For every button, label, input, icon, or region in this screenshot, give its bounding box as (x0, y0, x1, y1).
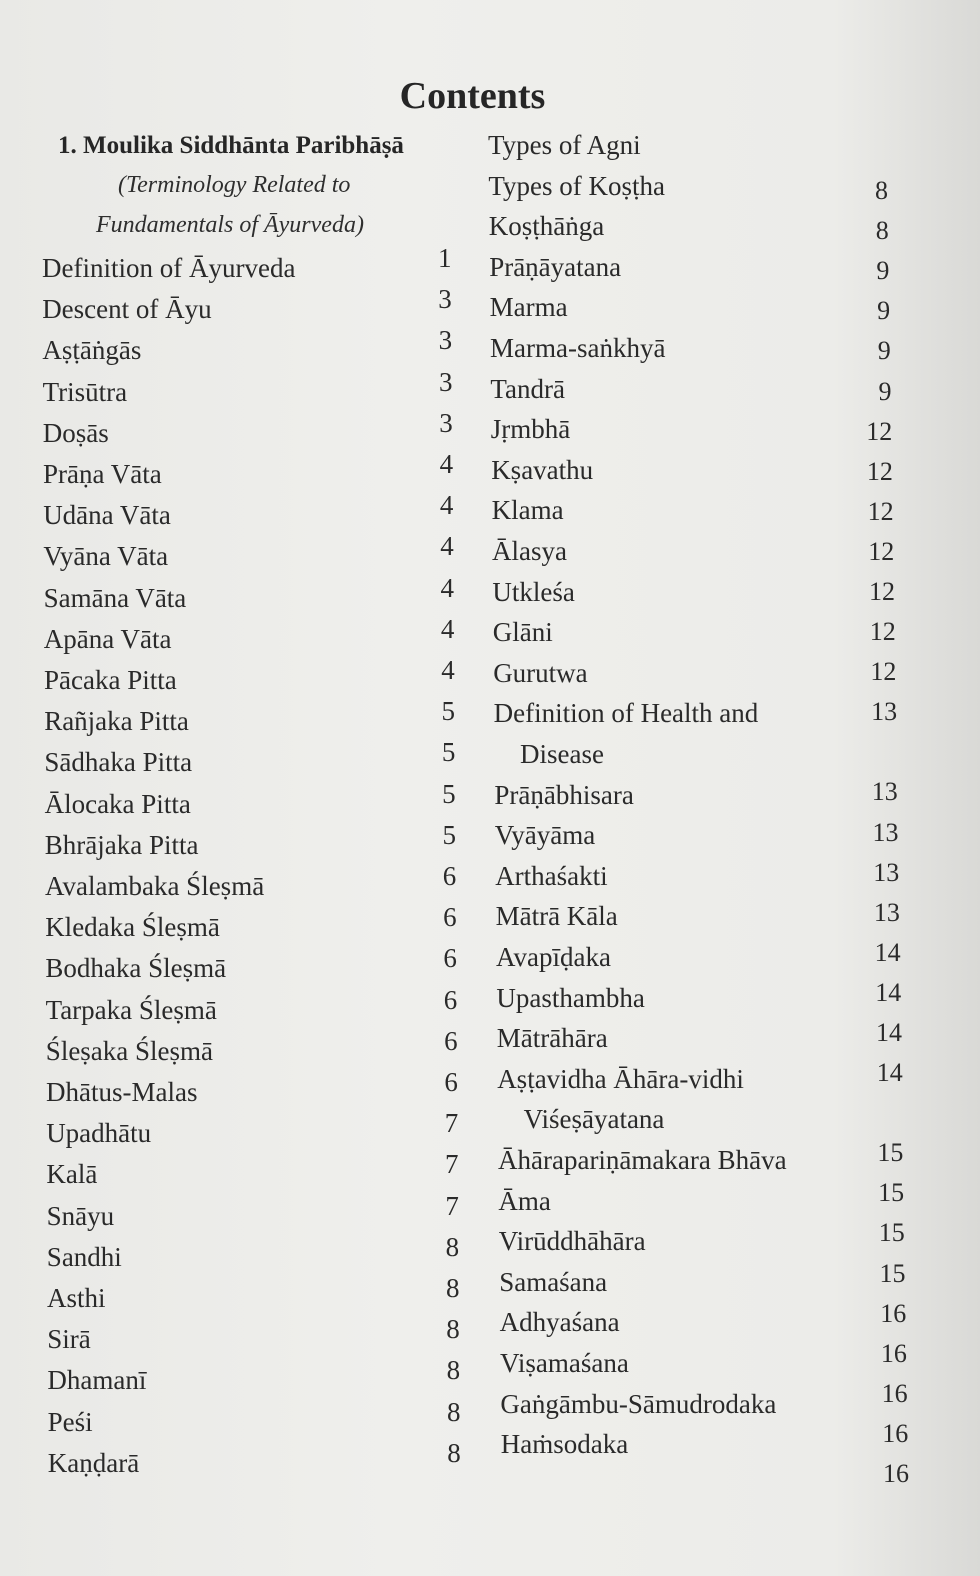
toc-entry (491, 414, 570, 445)
chapter-subtitle-line1: (Terminology Related to (118, 172, 351, 198)
toc-right-page-number: 12 (869, 617, 896, 647)
toc-entry-label: Tarpaka Śleṣmā (45, 994, 217, 1025)
toc-entry-label: Upasthambha (496, 982, 645, 1013)
toc-entry-label: Samaśana (499, 1266, 608, 1297)
toc-entry-page: 6 (444, 1025, 458, 1056)
toc-entry-label: Klama (491, 495, 564, 526)
toc-entry (498, 1145, 787, 1176)
toc-entry-page: 1 (438, 243, 452, 273)
toc-entry (495, 861, 607, 892)
toc-entry-page: 8 (446, 1273, 460, 1303)
toc-entry-label: Koṣṭhāṅga (488, 211, 605, 242)
toc-entry (488, 171, 665, 202)
toc-right-page-number: 15 (878, 1178, 905, 1208)
toc-entry-label: Udāna Vāta (43, 500, 171, 531)
toc-right-page-number: 16 (882, 1418, 909, 1448)
toc-entry-page: 3 (438, 325, 453, 356)
toc-entry (489, 211, 604, 242)
chapter-title: 1. Moulika Siddhānta Paribhāṣā (58, 132, 404, 159)
toc-entry-label: Āhārapariṇāmakara Bhāva (498, 1145, 787, 1175)
toc-entry-label: Āma (498, 1185, 551, 1216)
toc-entry-label: Pācaka Pitta (44, 665, 177, 695)
toc-entry (489, 252, 621, 283)
toc-entry (500, 1348, 629, 1379)
toc-entry (492, 577, 574, 608)
toc-entry-label: Prāṇa Vāta (43, 459, 162, 489)
toc-entry-label: Peśi (47, 1406, 93, 1437)
toc-entry-label: Doṣās (42, 417, 109, 448)
toc-entry-label: Arthaśakti (495, 860, 608, 891)
toc-right-page-number: 14 (875, 977, 902, 1007)
toc-entry (495, 820, 595, 851)
toc-entry (520, 739, 604, 770)
toc-entry-label: Marma (489, 292, 568, 323)
toc-entry-page: 4 (441, 655, 455, 685)
toc-entry (490, 292, 568, 323)
toc-right-page-number: 8 (875, 176, 888, 205)
toc-entry-page: 5 (441, 696, 455, 727)
toc-entry-page: 5 (441, 737, 456, 768)
toc-right-page-number: 16 (883, 1459, 909, 1488)
toc-right-page-number: 13 (871, 697, 898, 727)
toc-entry-label: Gaṅgāmbu-Sāmudrodaka (500, 1388, 777, 1419)
toc-entry (497, 1064, 744, 1095)
toc-entry-label: Sirā (47, 1324, 91, 1355)
toc-entry-label: Utkleśa (492, 576, 575, 607)
toc-right-page-number: 8 (875, 216, 889, 246)
toc-entry-label: Ālocaka Pitta (44, 788, 191, 819)
toc-entry-page: 4 (440, 613, 455, 644)
toc-entry (500, 1389, 776, 1420)
toc-entry-page: 6 (443, 943, 457, 974)
toc-right-page-number: 13 (871, 777, 898, 807)
toc-entry-page: 7 (445, 1149, 459, 1180)
toc-entry (491, 455, 593, 486)
toc-entry (500, 1307, 620, 1338)
toc-entry (496, 942, 611, 973)
toc-entry-page: 6 (443, 902, 457, 933)
toc-entry-page: 4 (439, 490, 454, 521)
toc-entry-label: Trisūtra (42, 376, 128, 407)
toc-entry-page: 7 (444, 1108, 459, 1139)
toc-entry (492, 536, 567, 567)
toc-entry (497, 1023, 608, 1054)
toc-entry-label: Tandrā (490, 373, 565, 404)
toc-right-page-number: 14 (876, 1058, 903, 1088)
toc-entry (499, 1226, 646, 1257)
toc-entry-label: Apāna Vāta (43, 623, 172, 654)
toc-entry-label: Aṣṭāṅgās (42, 335, 142, 366)
toc-entry-page: 4 (439, 449, 454, 479)
toc-entry-label: Viśeṣāyatana (523, 1104, 665, 1135)
toc-entry (493, 658, 587, 689)
toc-entry-label: Virūddhāhāra (498, 1226, 646, 1257)
toc-entry-label: Types of Koṣṭha (488, 170, 665, 201)
toc-right-page-number: 15 (879, 1258, 906, 1288)
toc-right-page-number: 9 (877, 336, 891, 366)
toc-right-page-number: 15 (878, 1218, 905, 1248)
toc-entry-page: 5 (442, 778, 456, 809)
toc-entry (490, 374, 565, 405)
toc-right-page-number: 12 (866, 416, 893, 446)
toc-entry-page: 7 (445, 1190, 459, 1221)
toc-entry (493, 617, 553, 648)
toc-right-page-number: 14 (874, 937, 901, 967)
toc-entry-label: Mātrāhāra (496, 1023, 608, 1054)
toc-right-page-number: 12 (870, 657, 897, 687)
toc-entry-label: Jṛmbhā (490, 414, 571, 445)
chapter-subtitle-line2: Fundamentals of Āyurveda) (96, 212, 364, 238)
toc-right-page-number: 12 (866, 456, 893, 486)
toc-entry-page: 6 (442, 861, 457, 891)
toc-right-page-number: 15 (877, 1138, 904, 1168)
toc-entry-label: Sandhi (46, 1241, 122, 1272)
toc-entry-label: Kaṇḍarā (47, 1447, 140, 1478)
toc-entry-label: Kledaka Śleṣmā (45, 912, 220, 943)
toc-entry (501, 1429, 628, 1460)
toc-right-page-number: 13 (873, 857, 900, 887)
toc-entry-label: Dhātus-Malas (46, 1077, 198, 1107)
toc-entry-page: 3 (438, 366, 453, 397)
toc-entry-label: Dhamanī (47, 1365, 147, 1396)
toc-entry-page: 8 (445, 1231, 460, 1262)
toc-right-page-number: 16 (881, 1378, 908, 1408)
toc-right-page-number: 16 (880, 1298, 907, 1328)
toc-entry-label: Vyāyāma (494, 820, 596, 851)
toc-entry-label: Aṣṭavidha Āhāra-vidhi (497, 1063, 744, 1094)
toc-entry-label: Descent of Āyu (42, 294, 212, 325)
toc-right-page-number: 9 (877, 296, 891, 326)
toc-right-page-number: 13 (873, 897, 900, 927)
toc-entry-label: Vyāna Vāta (43, 541, 169, 572)
toc-entry-page: 6 (443, 984, 458, 1015)
toc-entry-label: Avalambaka Śleṣmā (45, 871, 265, 901)
toc-entry-label: Prāṇāyatana (489, 251, 622, 282)
toc-entry-label: Adhyaśana (499, 1307, 620, 1338)
toc-entry (496, 901, 618, 932)
toc-entry (490, 333, 665, 364)
toc-entry (496, 983, 644, 1014)
toc-right-page-number: 9 (876, 256, 890, 286)
toc-entry-page: 8 (446, 1355, 461, 1386)
toc-entry-label: Glāni (492, 617, 553, 648)
toc-right-page-number: 12 (869, 577, 895, 606)
toc-entry-page: 8 (446, 1314, 460, 1345)
toc-right-page-number: 12 (868, 536, 895, 566)
toc-entry-page: 3 (439, 407, 453, 438)
toc-entry-label: Marma-saṅkhyā (490, 333, 666, 363)
toc-entry (494, 698, 759, 729)
toc-right-page-number: 16 (880, 1338, 907, 1368)
toc-entry-label: Types of Agni (488, 130, 641, 160)
toc-entry-label: Haṁsodaka (500, 1429, 629, 1460)
toc-entry-label: Sādhaka Pitta (44, 747, 193, 778)
toc-entry-page: 5 (442, 819, 456, 850)
toc-entry-label: Bodhaka Śleṣmā (45, 953, 227, 984)
page-title: Contents (399, 75, 546, 117)
toc-entry-label: Samāna Vāta (43, 582, 187, 613)
toc-entry-page: 4 (440, 531, 454, 562)
toc-entry (499, 1267, 607, 1298)
toc-entry-page: 3 (438, 284, 452, 315)
toc-entry-label: Gurutwa (493, 657, 588, 688)
toc-right-page-number: 13 (872, 817, 899, 847)
toc-entry-label: Definition of Āyurveda (42, 253, 296, 283)
toc-entry-label: Kalā (46, 1159, 98, 1190)
toc-right-page-number: 9 (878, 376, 892, 406)
toc-entry-label: Kṣavathu (491, 454, 594, 485)
toc-entry-label: Disease (520, 739, 604, 769)
toc-entry-label: Mātrā Kāla (495, 901, 618, 932)
toc-entry-label: Snāyu (46, 1200, 115, 1231)
toc-right-page-number: 14 (876, 1018, 902, 1047)
toc-entry-page: 6 (444, 1067, 458, 1097)
toc-entry (524, 1104, 665, 1135)
toc-entry (488, 130, 641, 161)
toc-entry-label: Prāṇābhisara (494, 779, 634, 810)
toc-entry-label: Bhrājaka Pitta (44, 829, 199, 860)
toc-entry-label: Rañjaka Pitta (44, 706, 189, 737)
toc-entry-page: 4 (440, 572, 455, 603)
toc-entry-label: Avapīḍaka (496, 942, 611, 972)
toc-entry-label: Viṣamaśana (500, 1348, 629, 1378)
toc-entry-page: 8 (446, 1396, 461, 1427)
toc-entry-label: Upadhātu (46, 1118, 152, 1149)
toc-entry-label: Śleṣaka Śleṣmā (45, 1035, 214, 1066)
toc-entry-page: 8 (447, 1437, 461, 1468)
toc-entry (494, 780, 633, 811)
toc-right-page-number: 12 (867, 496, 894, 526)
toc-entry (498, 1186, 550, 1217)
toc-entry-label: Ālasya (492, 536, 567, 566)
toc-entry (492, 495, 564, 526)
toc-entry-label: Definition of Health and (493, 698, 759, 729)
toc-entry-label: Asthi (47, 1283, 106, 1313)
